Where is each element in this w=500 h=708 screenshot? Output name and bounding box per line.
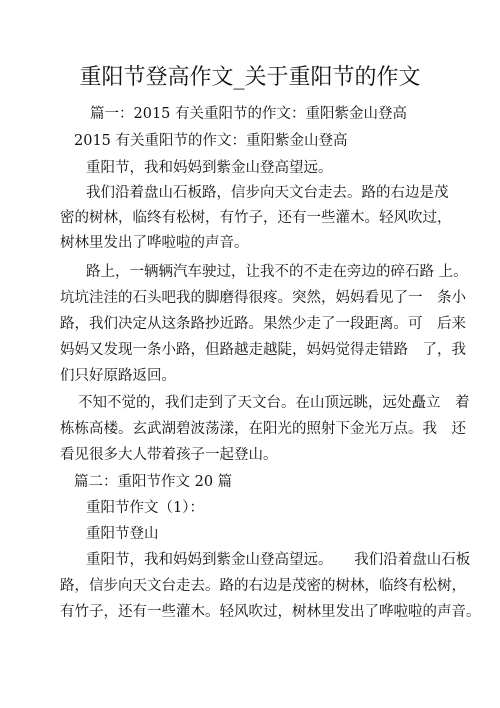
section-heading-2: 篇二：重阳节作文 20 篇 [74,474,233,490]
text-line: 看见很多大人带着孩子一起登山。 [60,447,278,463]
subheading: 2015 有关重阳节的作文：重阳紫金山登高 [74,133,348,149]
text-line: 妈妈又发现一条小路，但路越走越陡，妈妈觉得走错路 了，我 [60,342,466,358]
text-line: 重阳节，我和妈妈到紫金山登高望远。 我们沿着盘山石板 [86,552,471,568]
text-line: 栋栋高楼。玄武湖碧波荡漾，在阳光的照射下金光万点。我 还 [60,421,466,437]
text-line: 树林里发出了哗啦啦的声音。 [60,235,249,251]
document-title: 重阳节登高作文_关于重阳节的作文 [79,65,421,90]
section-heading-1: 篇一：2015 有关重阳节的作文：重阳紫金山登高 [90,106,408,122]
text-line: 坑坑洼洼的石头吧我的脚磨得很疼。突然，妈妈看见了一 条小 [60,290,466,306]
text-line: 路上，一辆辆汽车驶过，让我不的不走在旁边的碎石路 上。 [86,264,468,280]
text-line: 们只好原路返回。 [60,368,176,384]
text-line: 路，信步向天文台走去。路的右边是茂密的树林，临终有松树， [60,578,466,594]
subheading: 重阳节作文（1）： [86,500,204,516]
text-line: 我们沿着盘山石板路，信步向天文台走去。路的右边是茂 [86,185,449,201]
text-line: 不知不觉的，我们走到了天文台。在山顶远眺，远处矗立 着 [78,395,470,411]
text-line: 密的树林，临终有松树，有竹子，还有一些灌木。轻风吹过， [60,210,452,226]
subheading: 重阳节登山 [86,526,159,542]
text-line: 有竹子，还有一些灌木。轻风吹过，树林里发出了哗啦啦的声音。 [60,604,481,620]
text-line: 重阳节，我和妈妈到紫金山登高望远。 [86,160,333,176]
text-line: 路，我们决定从这条路抄近路。果然少走了一段距离。可 后来 [60,316,466,332]
